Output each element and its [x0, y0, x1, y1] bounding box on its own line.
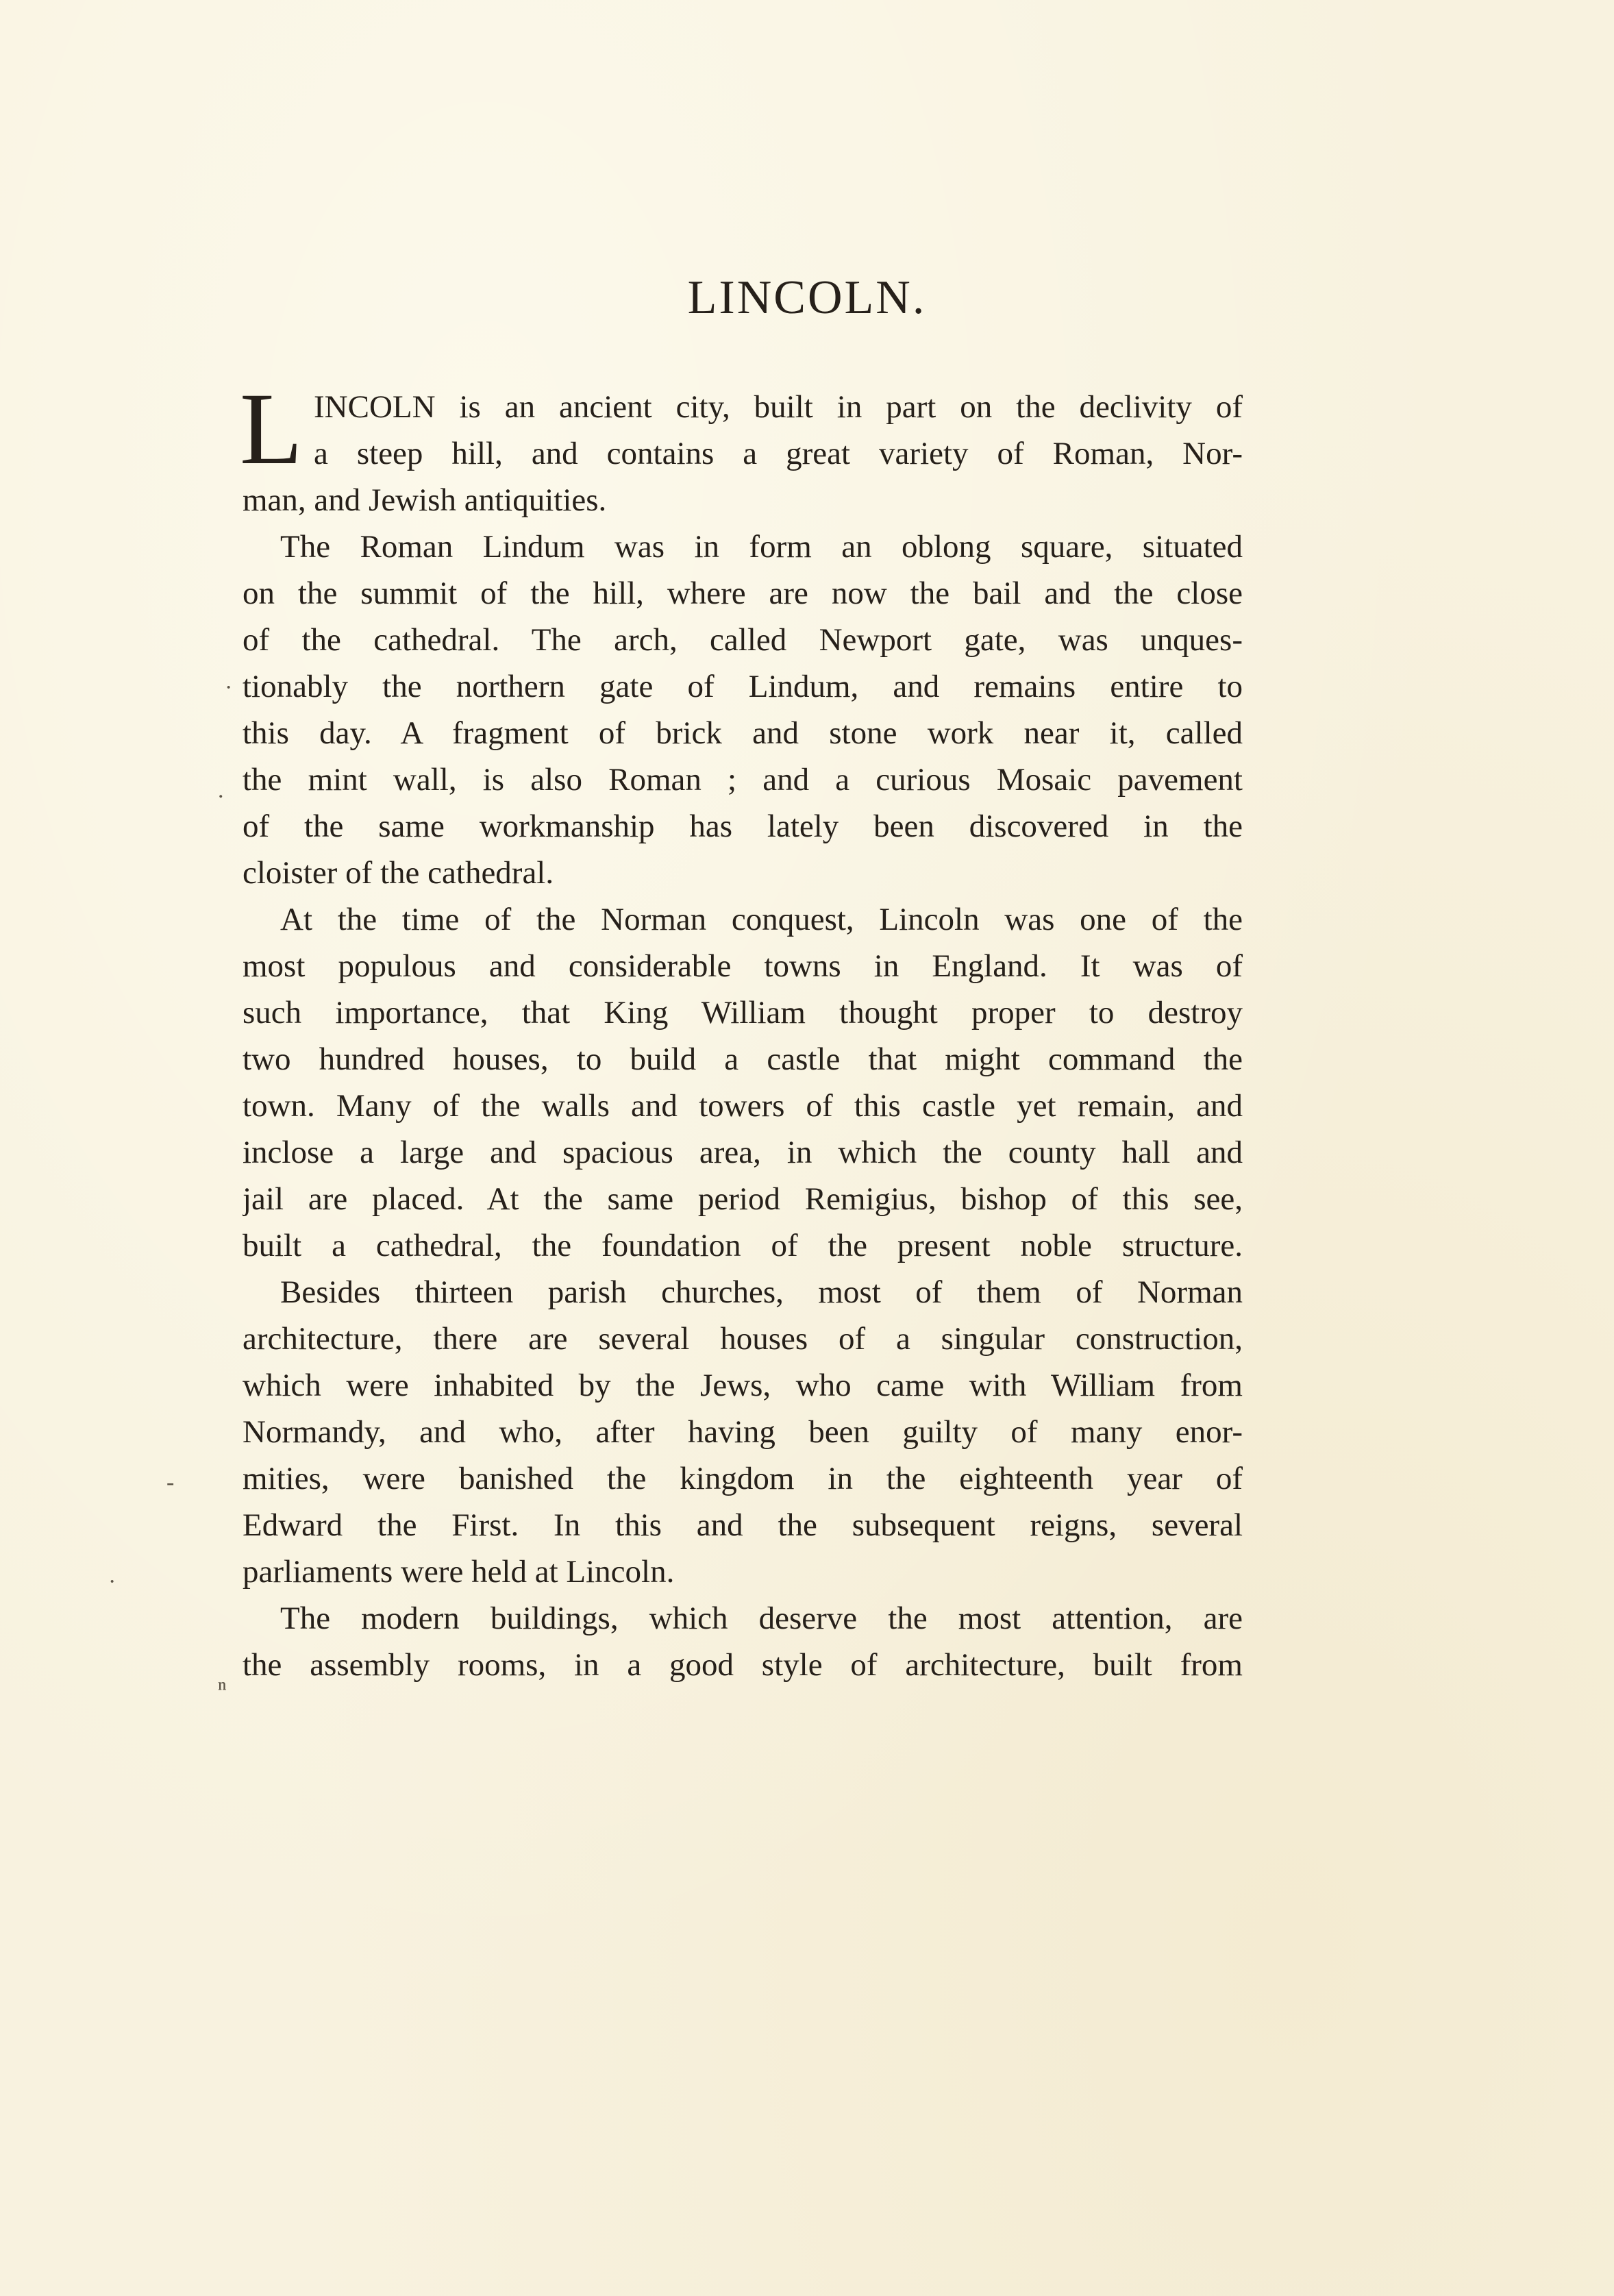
text-line: which were inhabited by the Jews, who came with William from: [243, 1368, 1243, 1403]
text-line: such importance, that King William thought proper to destroy: [243, 995, 1243, 1030]
text-line: Edward the First. In this and the subsequent reigns, several: [243, 1507, 1243, 1543]
margin-mark: ·: [225, 675, 233, 700]
page-title: LINCOLN.: [687, 271, 927, 324]
text-line: the mint wall, is also Roman ; and a curious Mosaic pavement: [243, 762, 1243, 798]
margin-mark: ·: [108, 1569, 116, 1594]
drop-cap: L: [240, 388, 303, 476]
margin-mark: -: [166, 1470, 175, 1495]
text-line: this day. A fragment of brick and stone work near it, called: [243, 715, 1243, 751]
text-line: The modern buildings, which deserve the most attention, are: [280, 1601, 1243, 1636]
text-line: town. Many of the walls and towers of this castle yet remain, and: [243, 1088, 1243, 1124]
text-line: a steep hill, and contains a great variety of Roman, Nor-: [314, 436, 1243, 471]
text-line: jail are placed. At the same period Remigius, bishop of this see,: [243, 1181, 1243, 1217]
text-line: on the summit of the hill, where are now the bail and the close: [243, 576, 1243, 611]
margin-mark: ⁿ: [218, 1672, 227, 1703]
text-line: At the time of the Norman conquest, Lincoln was one of the: [280, 902, 1243, 937]
text-line: The Roman Lindum was in form an oblong square, situated: [280, 529, 1243, 565]
text-line: parliaments were held at Lincoln.: [243, 1554, 675, 1590]
text-line: built a cathedral, the foundation of the present noble structure.: [243, 1228, 1243, 1263]
body-text: [240, 384, 1243, 1688]
text-line: architecture, there are several houses of a singular construction,: [243, 1321, 1243, 1357]
text-line: tionably the northern gate of Lindum, and remains entire to: [243, 669, 1243, 704]
text-line: man, and Jewish antiquities.: [243, 482, 607, 518]
text-line: most populous and considerable towns in England. It was of: [243, 948, 1243, 984]
text-line: of the same workmanship has lately been discovered in the: [243, 808, 1243, 844]
text-line: Normandy, and who, after having been guilty of many enor-: [243, 1414, 1243, 1450]
text-line: mities, were banished the kingdom in the eighteenth year of: [243, 1461, 1243, 1496]
text-line: INCOLN is an ancient city, built in part on the declivity of: [314, 389, 1243, 425]
text-line: the assembly rooms, in a good style of architecture, built from: [243, 1647, 1243, 1683]
margin-mark: .: [218, 778, 224, 803]
text-line: cloister of the cathedral.: [243, 855, 554, 891]
text-lines: [243, 384, 1243, 1688]
text-line: of the cathedral. The arch, called Newport gate, was unques-: [243, 622, 1243, 658]
text-line: inclose a large and spacious area, in which the county hall and: [243, 1135, 1243, 1170]
text-line: two hundred houses, to build a castle that might command the: [243, 1041, 1243, 1077]
text-line: Besides thirteen parish churches, most of them of Norman: [280, 1274, 1243, 1310]
